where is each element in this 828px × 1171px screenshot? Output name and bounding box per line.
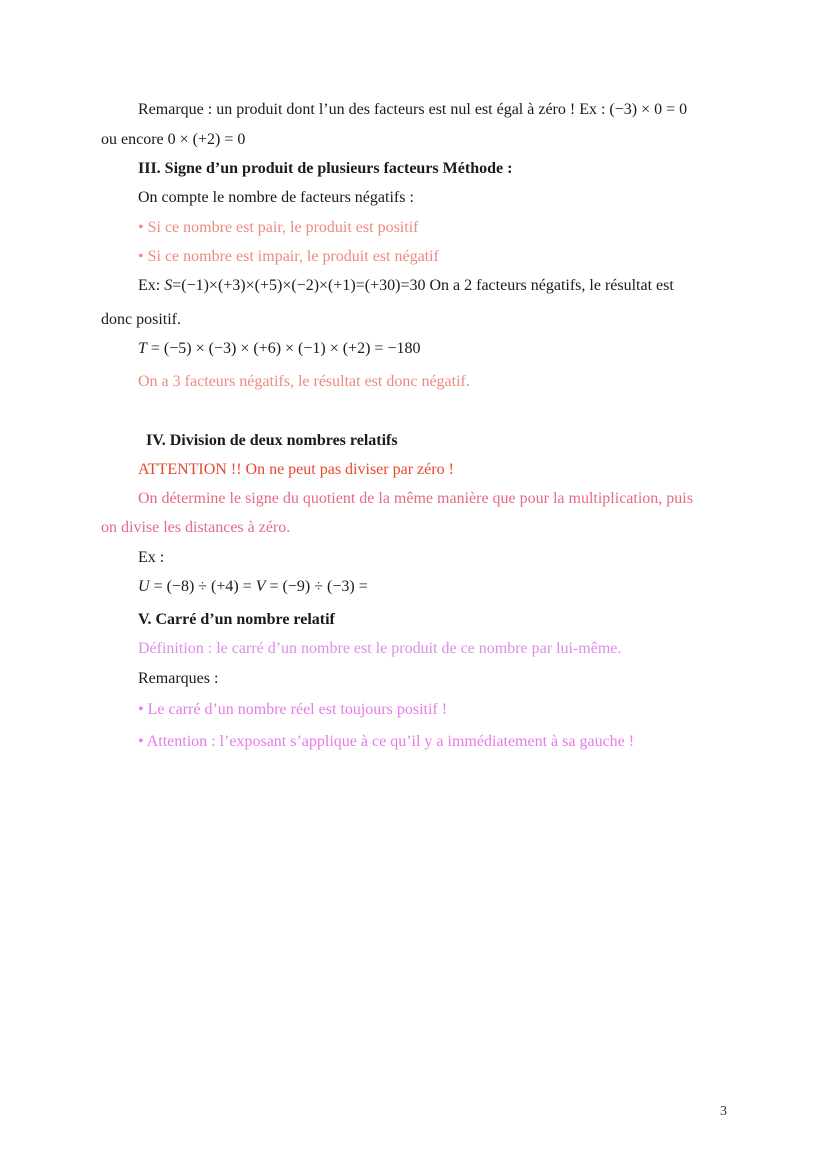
- remark-line-2: ou encore 0 × (+2) = 0: [101, 131, 246, 148]
- remark-line-1: Remarque : un produit dont l’un des facteurs est nul est égal à zéro ! Ex : (−3) × 0 = 0: [138, 101, 688, 118]
- square-remark-2: • Attention : l’exposant s’applique à ce qu’il y a immédiatement à sa gauche !: [138, 733, 635, 750]
- section-3-intro: On compte le nombre de facteurs négatifs :: [138, 189, 414, 206]
- section-5-title: V. Carré d’un nombre relatif: [138, 611, 335, 628]
- example-s-line: [138, 276, 674, 296]
- example-s-expression: =(−1)×(+3)×(+5)×(−2)×(+1)=(+30)=30 On a 2 facteurs négatifs, le résultat est: [172, 277, 674, 294]
- example-v-expression: = (−9) ÷ (−3) =: [265, 578, 368, 595]
- example-u-expression: = (−8) ÷ (+4) =: [149, 578, 256, 595]
- division-examples-line: [138, 577, 368, 597]
- division-example-label: Ex :: [138, 549, 165, 566]
- example-v-variable: V: [255, 578, 266, 595]
- example-t-expression: = (−5) × (−3) × (+6) × (−1) × (+2) = −180: [146, 340, 421, 357]
- division-method-line-2: on divise les distances à zéro.: [101, 519, 291, 536]
- example-t-conclusion: On a 3 facteurs négatifs, le résultat est donc négatif.: [138, 373, 470, 390]
- example-t-line: [138, 339, 420, 359]
- square-definition: Définition : le carré d’un nombre est le produit de ce nombre par lui-même.: [138, 640, 622, 657]
- section-4-title: IV. Division de deux nombres relatifs: [146, 432, 398, 449]
- bullet-even: • Si ce nombre est pair, le produit est positif: [138, 219, 419, 236]
- square-remarks-label: Remarques :: [138, 670, 219, 687]
- example-s-variable: S: [164, 277, 173, 294]
- section-3-title: III. Signe d’un produit de plusieurs facteurs Méthode :: [138, 160, 513, 177]
- division-method-line-1: On détermine le signe du quotient de la même manière que pour la multiplication, puis: [138, 490, 693, 507]
- example-s-prefix: Ex:: [138, 277, 165, 294]
- example-u-variable: U: [138, 578, 150, 595]
- example-s-continuation: donc positif.: [101, 311, 181, 328]
- page-number: 3: [720, 1104, 727, 1119]
- example-t-variable: T: [138, 340, 147, 357]
- bullet-odd: • Si ce nombre est impair, le produit est négatif: [138, 248, 439, 265]
- division-warning: ATTENTION !! On ne peut pas diviser par zéro !: [138, 461, 454, 478]
- square-remark-1: • Le carré d’un nombre réel est toujours positif !: [138, 701, 448, 718]
